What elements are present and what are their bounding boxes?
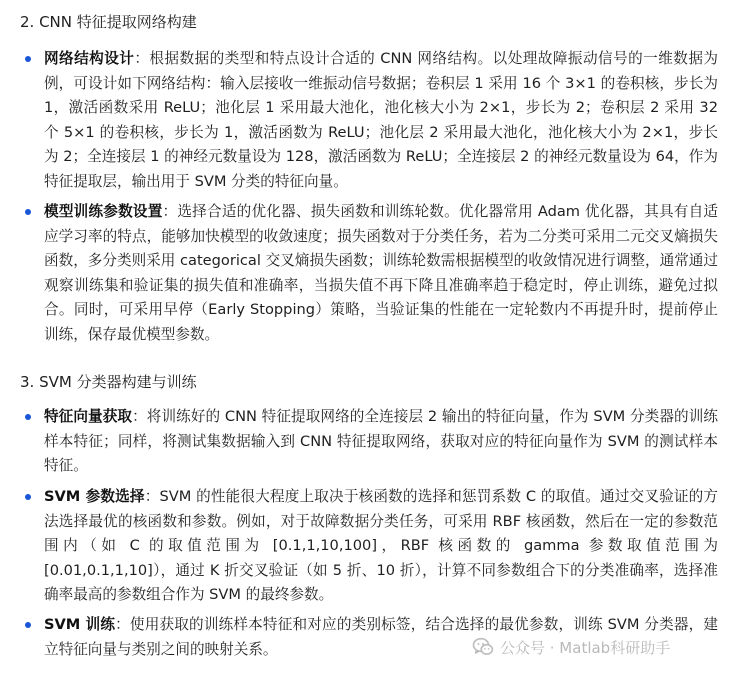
bullet-dot (25, 209, 31, 215)
list-item-feature-vector (44, 405, 718, 479)
list-item-network-design (44, 47, 718, 194)
item-term: 模型训练参数设置 (44, 203, 163, 220)
item-term: SVM 训练 (44, 616, 116, 633)
list-item-svm-params (44, 485, 718, 608)
section-heading-cnn: 2. CNN 特征提取网络构建 (20, 13, 197, 31)
bullet-dot (25, 414, 31, 420)
item-term: 特征向量获取 (44, 408, 133, 425)
item-term: 网络结构设计 (44, 50, 135, 67)
item-text: ：根据数据的类型和特点设计合适的 CNN 网络结构。以处理故障振动信号的一维数据为例，可设计如下网络结构：输入层接收一维振动信号数据；卷积层 1 采用 16 个 3×1 的卷积核，步长为 1，激活函数采用 ReLU；池化层 1 采用最大池化，池化核大小为 2×1，步长为 2；卷积层 2 采用 32 个 5×1 的卷积核，步长为 1，激活函数为 ReLU；池化层 2 采用最大池化，池化核大小为 2×1，步长为 2；全连接层 1 的神经元数量设为 128，激活函数为 ReLU；全连接层 2 的神经元数量设为 64，作为特征提取层，输出用于 SVM 分类的特征向量。 (44, 50, 718, 190)
list-item-training-params (44, 200, 718, 347)
section-heading-svm: 3. SVM 分类器构建与训练 (20, 373, 197, 391)
bullet-dot (25, 56, 31, 62)
item-text: ：将训练好的 CNN 特征提取网络的全连接层 2 输出的特征向量，作为 SVM 分类器的训练样本特征；同样，将测试集数据输入到 CNN 特征提取网络，获取对应的特征向量作为 SVM 的测试样本特征。 (44, 408, 718, 474)
bullet-dot (25, 494, 31, 500)
watermark-text: 公众号 · Matlab科研助手 (500, 638, 671, 657)
watermark (472, 633, 678, 661)
item-text: ：使用获取的训练样本特征和对应的类别标签，结合选择的最优参数，训练 SVM 分类器，建立特征向量与类别之间的映射关系。 (44, 616, 718, 658)
wechat-icon (472, 636, 494, 658)
bullet-dot (25, 622, 31, 628)
item-text: ：SVM 的性能很大程度上取决于核函数的选择和惩罚系数 C 的取值。通过交叉验证的方法选择最优的核函数和参数。例如，对于故障数据分类任务，可采用 RBF 核函数，然后在一定的参数范围内（如 C 的取值范围为 [0.1,1,10,100]，RBF 核函数的 gamma 参数取值范围为 [0.01,0.1,1,10]），通过 K 折交叉验证（如 5 折、10 折），计算不同参数组合下的分类准确率，选择准确率最高的参数组合作为 SVM 的最终参数。 (44, 488, 718, 603)
item-term: SVM 参数选择 (44, 488, 145, 505)
item-text: ：选择合适的优化器、损失函数和训练轮数。优化器常用 Adam 优化器，其具有自适应学习率的特点，能够加快模型的收敛速度；损失函数对于分类任务，若为二分类可采用二元交叉熵损失函数，多分类则采用 categorical 交叉熵损失函数；训练轮数需根据模型的收敛情况进行调整，通常通过观察训练集和验证集的损失值和准确率，当损失值不再下降且准确率趋于稳定时，停止训练，避免过拟合。同时，可采用早停（Early Stopping）策略，当验证集的性能在一定轮数内不再提升时，提前停止训练，保存最优模型参数。 (44, 203, 718, 343)
